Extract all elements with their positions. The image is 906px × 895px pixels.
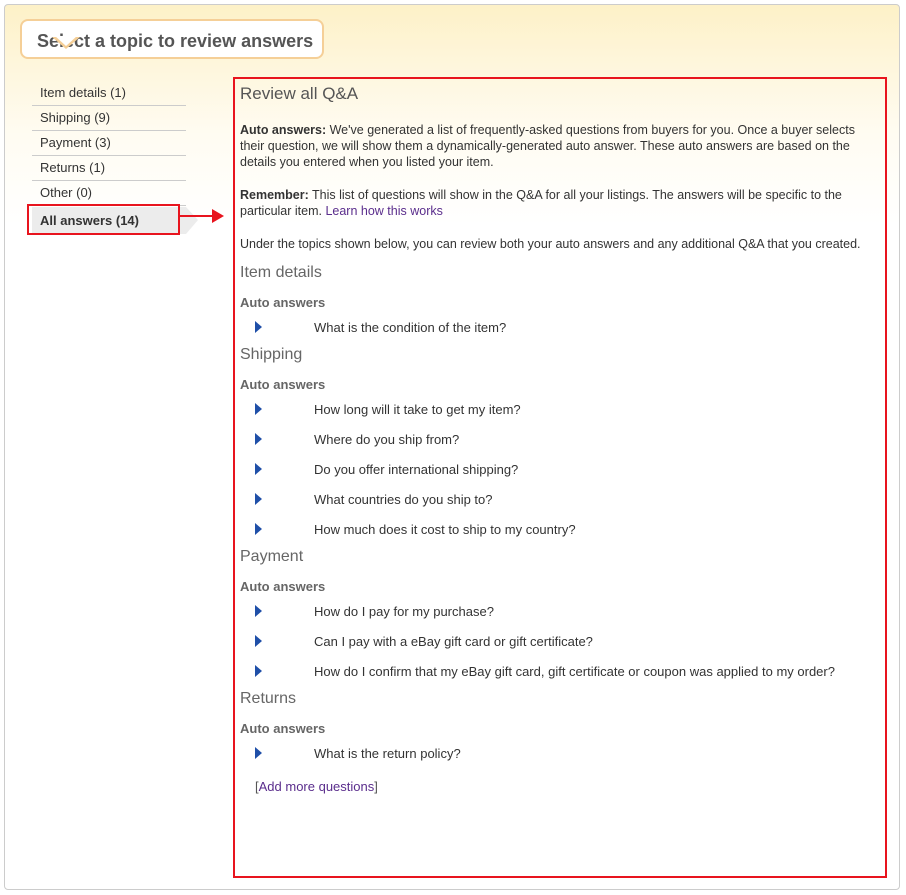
expand-triangle-icon[interactable] bbox=[255, 493, 262, 505]
remember-label: Remember: bbox=[240, 188, 309, 202]
question-row[interactable] bbox=[240, 665, 877, 695]
expand-triangle-icon[interactable] bbox=[255, 403, 262, 415]
auto-answers-label: Auto answers: bbox=[240, 123, 327, 137]
page-title: Review all Q&A bbox=[240, 84, 359, 103]
expand-triangle-icon[interactable] bbox=[255, 605, 262, 617]
expand-triangle-icon[interactable] bbox=[255, 463, 262, 475]
topic-list bbox=[32, 81, 186, 234]
question-text: How much does it cost to ship to my country? bbox=[314, 522, 576, 537]
expand-triangle-icon[interactable] bbox=[255, 433, 262, 445]
section-returns bbox=[240, 689, 877, 777]
callout-title: Select a topic to review answers bbox=[37, 31, 314, 51]
bracket-open: [ bbox=[255, 779, 259, 794]
question-text: How do I confirm that my eBay gift card, gift certificate or coupon was applied to my order? bbox=[314, 664, 835, 679]
question-text: Do you offer international shipping? bbox=[314, 462, 519, 477]
auto-answers-subtitle: Auto answers bbox=[240, 295, 326, 310]
expand-triangle-icon[interactable] bbox=[255, 747, 262, 759]
question-text: What is the return policy? bbox=[314, 746, 461, 761]
question-row[interactable] bbox=[240, 433, 877, 463]
auto-answers-text: We've generated a list of frequently-asked questions from buyers for you. Once a buyer selects their question, we will show them a dynamically-generated auto answer. These auto answers are based on the details you entered when you listed your item. bbox=[240, 123, 855, 169]
question-text: Where do you ship from? bbox=[314, 432, 460, 447]
question-row[interactable] bbox=[240, 321, 877, 351]
question-text: How do I pay for my purchase? bbox=[314, 604, 494, 619]
add-more-questions bbox=[255, 779, 877, 794]
section-item-details bbox=[240, 263, 877, 351]
topic-returns[interactable]: Returns (1) bbox=[32, 156, 186, 181]
topic-all-answers[interactable]: All answers (14) bbox=[32, 207, 186, 234]
section-payment bbox=[240, 547, 877, 695]
topic-payment[interactable]: Payment (3) bbox=[32, 131, 186, 156]
callout-tail-inner bbox=[55, 36, 77, 46]
annotation-arrow-line bbox=[178, 215, 214, 217]
expand-triangle-icon[interactable] bbox=[255, 321, 262, 333]
under-topics-note: Under the topics shown below, you can review both your auto answers and any additional Q&A that you created. bbox=[240, 237, 861, 251]
question-text: What is the condition of the item? bbox=[314, 320, 507, 335]
remember-text: This list of questions will show in the Q&A for all your listings. The answers will be specific to the particular item. bbox=[240, 188, 842, 218]
topic-shipping[interactable]: Shipping (9) bbox=[32, 106, 186, 131]
expand-triangle-icon[interactable] bbox=[255, 523, 262, 535]
annotation-arrow-icon bbox=[212, 209, 224, 223]
question-text: What countries do you ship to? bbox=[314, 492, 493, 507]
topic-item-details[interactable]: Item details (1) bbox=[32, 81, 186, 106]
question-row[interactable] bbox=[240, 493, 877, 523]
question-row[interactable] bbox=[240, 635, 877, 665]
section-title: Payment bbox=[240, 548, 304, 565]
section-title: Shipping bbox=[240, 346, 303, 363]
question-row[interactable] bbox=[240, 523, 877, 553]
question-row[interactable] bbox=[240, 463, 877, 493]
section-shipping bbox=[240, 345, 877, 553]
bracket-close: ] bbox=[374, 779, 378, 794]
auto-answers-intro bbox=[240, 122, 877, 170]
question-text: How long will it take to get my item? bbox=[314, 402, 521, 417]
question-row[interactable] bbox=[240, 747, 877, 777]
auto-answers-subtitle: Auto answers bbox=[240, 579, 326, 594]
review-qa-panel bbox=[233, 77, 887, 878]
remember-note bbox=[240, 187, 877, 219]
question-row[interactable] bbox=[240, 605, 877, 635]
section-title: Returns bbox=[240, 690, 297, 707]
question-text: Can I pay with a eBay gift card or gift certificate? bbox=[314, 634, 593, 649]
topic-other[interactable]: Other (0) bbox=[32, 181, 186, 206]
question-row[interactable] bbox=[240, 403, 877, 433]
auto-answers-subtitle: Auto answers bbox=[240, 377, 326, 392]
section-title: Item details bbox=[240, 264, 322, 281]
expand-triangle-icon[interactable] bbox=[255, 635, 262, 647]
auto-answers-subtitle: Auto answers bbox=[240, 721, 326, 736]
learn-how-link[interactable]: Learn how this works bbox=[325, 204, 443, 218]
expand-triangle-icon[interactable] bbox=[255, 665, 262, 677]
add-more-questions-link[interactable]: Add more questions bbox=[258, 779, 375, 794]
